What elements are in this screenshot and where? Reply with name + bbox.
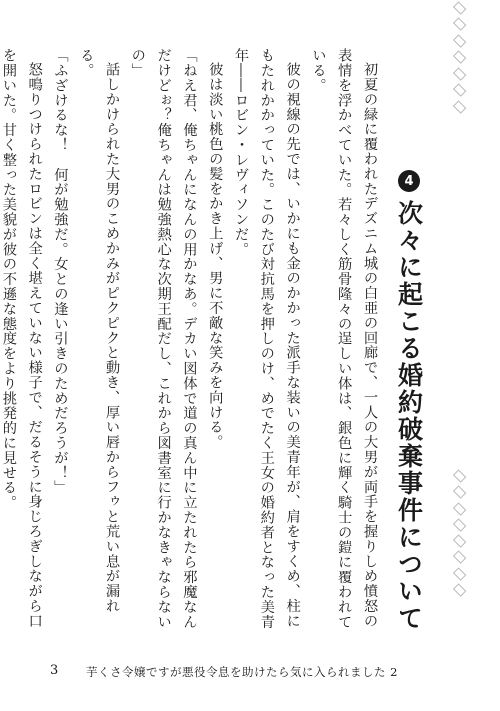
diamond-border-bottom — [436, 468, 482, 598]
paragraph: 怒鳴りつけられたロビンは全く堪えていない様子で、だるそうに身じろぎしながら口を開いた。甘く整った美貌が彼の不遜な態度をより挑発的に見せる。 — [0, 48, 43, 629]
diamond-border-top — [436, 0, 482, 115]
running-title: 芋くさ令嬢ですが悪役令息を助けたら気に入られました 2 — [86, 665, 398, 679]
chapter-number-badge: 4 — [398, 170, 420, 192]
page-number: 3 — [50, 663, 59, 678]
paragraph: 話しかけられた大男のこめかみがピクピクと動き、厚い唇からフゥと荒い息が漏れる。 — [78, 48, 121, 614]
paragraph: 彼は淡い桃色の髪をかき上げ、男に不敵な笑みを向ける。 — [207, 62, 224, 450]
paragraph: 「ふざけるな！ 何が勉強だ。女との逢い引きのためだろうが！」 — [52, 48, 69, 495]
body-text — [0, 48, 382, 640]
paragraph: 初夏の緑に覆われたデズニム城の白亜の回廊で、一人の大男が両手を握りしめ憤怒の表情を浮かべていた。若々しく筋骨隆々の逞しい体は、銀色に輝く騎士の鎧に覆われている。 — [310, 48, 378, 630]
chapter-title: 次々に起こる婚約破棄事件について — [394, 200, 424, 632]
paragraph: 「ねえ君、俺ちゃんになんの用かなあ。デカい図体で道の真ん中に立たれたら邪魔なんだけどぉ？俺ちゃんは勉強熱心な次期王配だし、これから図書室に行かなきゃならないの」 — [129, 48, 198, 630]
paragraph: 彼の視線の先では、いかにも金のかかった派手な装いの美青年が、肩をすくめ、柱にもたれかかっていた。このたび対抗馬を押しのけ、めでたく王女の婚約者となった美青年――ロビン・レヴィソンだ。 — [233, 48, 301, 630]
chapter-heading — [389, 170, 429, 632]
